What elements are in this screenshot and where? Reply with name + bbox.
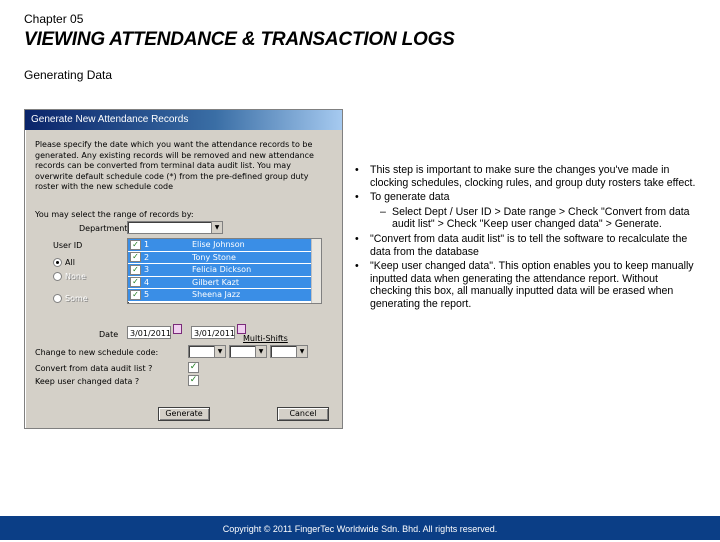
user-name: Gilbert Kazt: [192, 277, 239, 287]
checkbox-user-5[interactable]: ✓: [130, 290, 141, 300]
user-no: 4: [144, 277, 150, 287]
copyright-text: Copyright © 2011 FingerTec Worldwide Sdn. Bhd. All rights reserved.: [222, 524, 498, 534]
userid-label: User ID: [53, 241, 83, 250]
date-label: Date: [99, 330, 119, 339]
radio-none-label: None: [65, 272, 86, 281]
keep-checkbox[interactable]: ✓: [189, 375, 198, 385]
convert-label: Convert from data audit list ?: [35, 364, 153, 373]
dialog-title-bar: Generate New Attendance Records: [25, 110, 342, 130]
chevron-down-icon[interactable]: ▼: [255, 346, 266, 357]
note-important: • This step is important to make sure the changes you've made in clocking schedules, clocking rules, and group duty rosters take effect.: [354, 164, 698, 189]
user-name: Tony Stone: [192, 252, 236, 262]
checkbox-user-1[interactable]: ✓: [130, 240, 141, 250]
checkbox-user-4[interactable]: ✓: [130, 277, 141, 287]
schedule-select-3[interactable]: [270, 345, 308, 358]
radio-some[interactable]: [53, 294, 88, 303]
schedule-select-2[interactable]: [229, 345, 267, 358]
radio-dot-icon: [53, 294, 62, 303]
radio-all[interactable]: [53, 258, 75, 267]
radio-some-label: Some: [65, 294, 88, 303]
footer-bar: [0, 516, 720, 540]
generate-button[interactable]: Generate: [158, 407, 210, 421]
user-no: 2: [144, 252, 150, 262]
schedule-select-1[interactable]: [188, 345, 226, 358]
notes-list: [354, 164, 698, 313]
user-no: 3: [144, 265, 150, 275]
list-scrollbar[interactable]: [311, 239, 321, 303]
checkbox-user-2[interactable]: ✓: [130, 252, 141, 262]
date-from-input[interactable]: 3/01/2011: [127, 326, 171, 339]
chevron-down-icon[interactable]: ▼: [214, 346, 225, 357]
range-label: You may select the range of records by:: [35, 210, 194, 219]
checkbox-user-3[interactable]: ✓: [130, 265, 141, 275]
calendar-icon[interactable]: [237, 324, 246, 334]
radio-none[interactable]: [53, 272, 86, 281]
note-keep: • "Keep user changed data". This option enables you to keep manually inputted data when generating the attendance report. Without checking this box, all manually inputted data will be erased when generating the report.: [354, 260, 698, 310]
user-name: Sheena Jazz: [192, 290, 241, 300]
radio-dot-icon: [53, 272, 62, 281]
chevron-down-icon[interactable]: ▼: [211, 222, 222, 233]
table-row[interactable]: [128, 252, 321, 265]
user-no: 5: [144, 290, 150, 300]
chevron-down-icon[interactable]: ▼: [296, 346, 307, 357]
table-row[interactable]: [128, 264, 321, 277]
table-row[interactable]: [128, 239, 321, 252]
user-name: Felicia Dickson: [192, 265, 252, 275]
cancel-button[interactable]: Cancel: [277, 407, 329, 421]
note-generate: • To generate data: [354, 191, 698, 204]
chapter-label: Chapter 05: [24, 12, 84, 26]
table-row[interactable]: [128, 277, 321, 290]
radio-dot-icon: [53, 258, 62, 267]
department-select[interactable]: [127, 221, 223, 234]
user-list[interactable]: [127, 238, 322, 304]
keep-label: Keep user changed data ?: [35, 377, 140, 386]
radio-all-label: All: [65, 258, 75, 267]
multi-shifts-link[interactable]: Multi-Shifts: [243, 334, 288, 343]
date-to-input[interactable]: 3/01/2011: [191, 326, 235, 339]
user-no: 1: [144, 240, 150, 250]
department-label: Department: [79, 224, 128, 233]
schedule-label: Change to new schedule code:: [35, 348, 159, 357]
calendar-icon[interactable]: [173, 324, 182, 334]
slide-title: VIEWING ATTENDANCE & TRANSACTION LOGS: [24, 29, 455, 50]
generate-attendance-dialog: [24, 109, 343, 429]
table-row[interactable]: [128, 289, 321, 302]
convert-checkbox[interactable]: ✓: [189, 362, 198, 372]
note-convert: • "Convert from data audit list" is to tell the software to recalculate the data from the database: [354, 233, 698, 258]
dialog-intro-text: Please specify the date which you want the attendance records to be generated. Any existing records will be removed and new attendance records can be converted from terminal data audit list. You may overwrite default schedule code (*) from the pre-defined group duty roster with the new schedule code: [35, 140, 314, 191]
slide-subtitle: Generating Data: [24, 68, 113, 82]
note-generate-steps: – Select Dept / User ID > Date range > Check "Convert from data audit list" > Check "Keep user changed data" > Generate.: [354, 206, 698, 231]
user-name: Elise Johnson: [192, 240, 245, 250]
